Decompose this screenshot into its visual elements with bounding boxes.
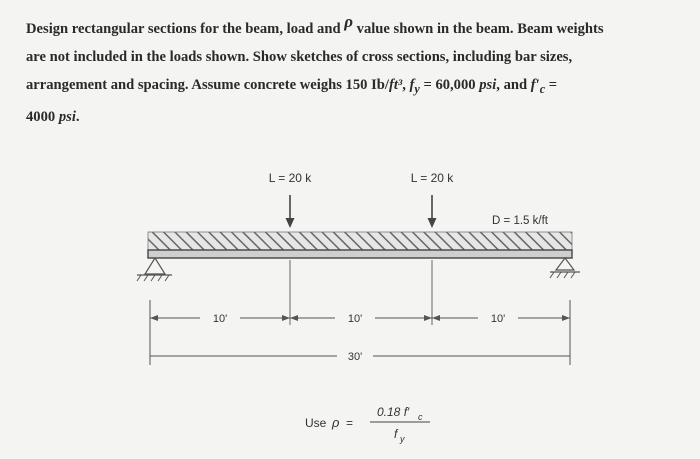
- fc-subscript: c: [539, 81, 546, 96]
- distributed-load-hatch: [148, 232, 572, 250]
- load-arrow-right: [428, 195, 437, 228]
- span-label-3: 10': [490, 313, 506, 325]
- unit-psi: psi: [479, 77, 497, 93]
- unit-psi: psi: [58, 108, 76, 125]
- problem-text: 4000: [26, 108, 59, 125]
- rho-symbol: ρ: [344, 12, 353, 31]
- problem-line-1: [26, 8, 686, 43]
- formula-numerator: 0.18 f′: [377, 405, 410, 419]
- fy-subscript: y: [414, 81, 420, 96]
- problem-text: are not included in the loads shown. Show sketches of cross sections, including bar sizes,: [26, 49, 573, 65]
- problem-statement: [26, 8, 686, 131]
- rho-formula: [305, 405, 430, 444]
- problem-text: ,: [402, 77, 410, 93]
- problem-text: =: [545, 77, 558, 93]
- problem-line-3: [26, 71, 686, 103]
- load-label-right: L = 20 k: [410, 171, 454, 185]
- problem-text: Design rectangular sections for the beam, load and: [26, 21, 341, 37]
- dist-load-label: D = 1.5 k/ft: [492, 215, 548, 227]
- right-support-icon: [550, 258, 580, 278]
- span-label-1: 10': [212, 313, 228, 325]
- fc-symbol: f′: [530, 77, 540, 93]
- beam-diagram: [0, 160, 700, 459]
- total-span-label: 30': [347, 351, 363, 363]
- problem-text: value shown in the beam. Beam weights: [356, 21, 604, 37]
- left-support-icon: [137, 258, 172, 281]
- formula-numerator-subscript: c: [418, 412, 423, 422]
- beam: [148, 250, 572, 258]
- load-label-left: L = 20 k: [268, 171, 312, 185]
- problem-line-4: [26, 103, 686, 131]
- equals-sign: =: [346, 416, 354, 430]
- unit-ft3: ft³: [388, 77, 403, 93]
- load-arrow-left: [286, 195, 295, 228]
- problem-line-2: [26, 43, 686, 71]
- problem-text: = 60,000: [419, 77, 480, 93]
- use-label: Use: [305, 416, 327, 430]
- problem-text: , and: [496, 77, 531, 93]
- problem-text: .: [75, 108, 80, 125]
- rho-label: ρ: [332, 415, 340, 430]
- fy-symbol: f: [409, 77, 415, 93]
- problem-text: arrangement and spacing. Assume concrete weighs 150 Ib/: [26, 77, 389, 93]
- formula-denominator-subscript: y: [400, 434, 405, 444]
- formula-denominator: f: [394, 427, 398, 441]
- span-label-2: 10': [347, 313, 363, 325]
